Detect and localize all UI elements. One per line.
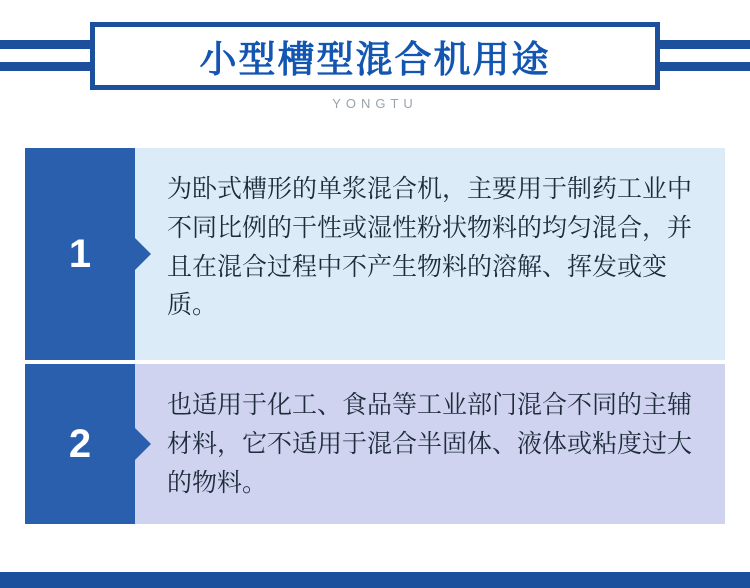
- header-decoration-right-top: [650, 40, 750, 49]
- header-decoration-left-top: [0, 40, 100, 49]
- list-item: [25, 148, 725, 360]
- item-number-badge: 2: [25, 364, 135, 524]
- page-header: [0, 0, 750, 130]
- content-list: [25, 148, 725, 528]
- page-subtitle: YONGTU: [332, 96, 418, 111]
- header-decoration-left-bottom: [0, 62, 100, 71]
- footer-bar: [0, 572, 750, 588]
- page-title: 小型槽型混合机用途: [199, 38, 551, 81]
- item-text: 为卧式槽形的单浆混合机，主要用于制药工业中不同比例的干性或湿性粉状物料的均匀混合，并且在混合过程中不产生物料的溶解、挥发或变质。: [135, 148, 725, 360]
- item-text: 也适用于化工、食品等工业部门混合不同的主辅材料，它不适用于混合半固体、液体或粘度过大的物料。: [135, 364, 725, 524]
- item-number-badge: 1: [25, 148, 135, 360]
- header-decoration-right-bottom: [650, 62, 750, 71]
- list-item: [25, 364, 725, 524]
